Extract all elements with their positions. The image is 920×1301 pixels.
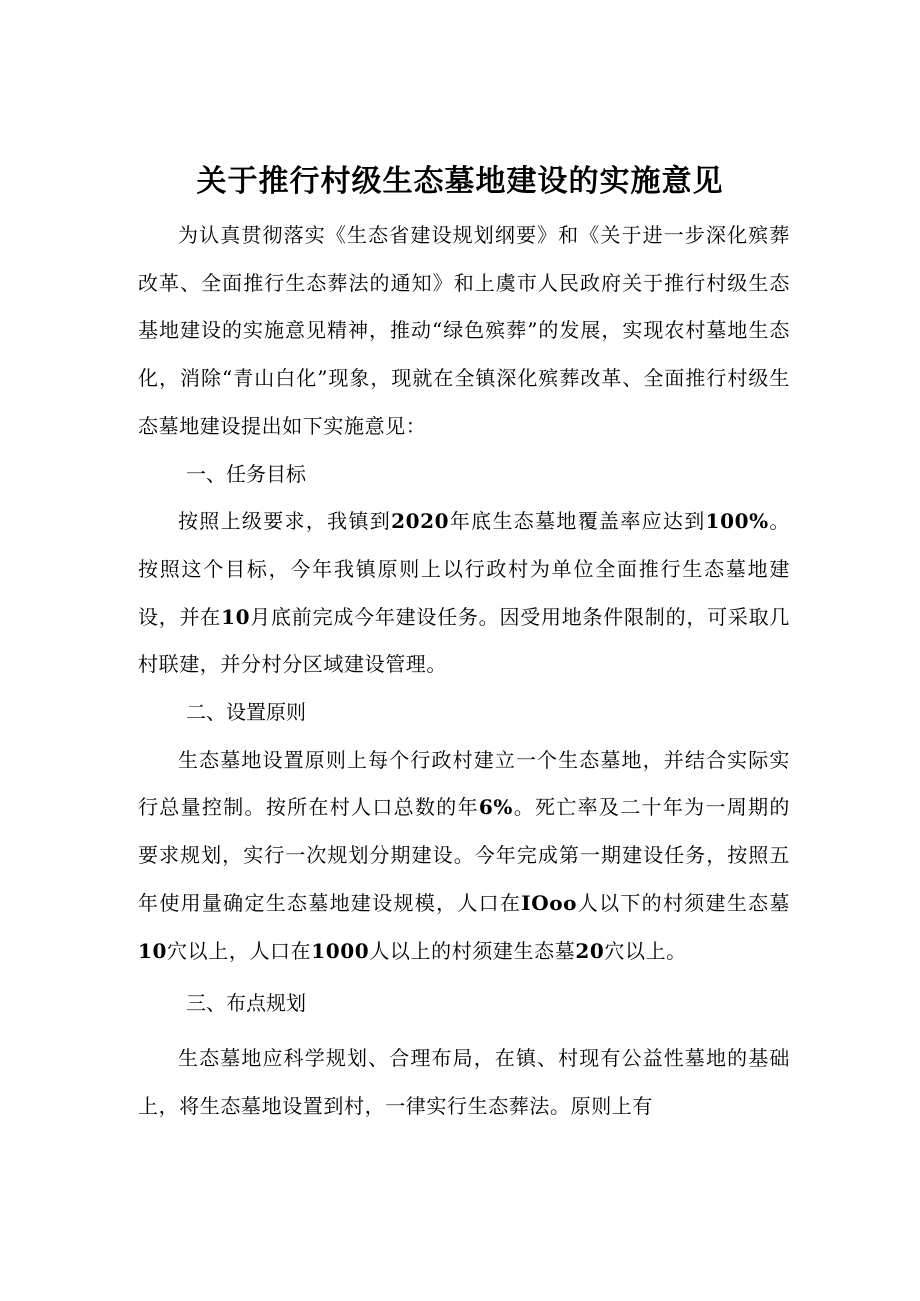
graves-small-value: 10 (138, 938, 168, 963)
population-small-value: IOoo (521, 890, 578, 915)
text-run: 穴以上，人口在 (167, 938, 312, 963)
document-body (138, 212, 790, 1131)
section-heading-layout-planning: 三、布点规划 (186, 991, 306, 1016)
section-heading-principles: 二、设置原则 (186, 700, 306, 725)
text-run: 年底生态墓地覆盖率应达到 (449, 509, 706, 534)
section-paragraph-principles (138, 737, 790, 976)
text-run: 人以下的村须建生态墓 (577, 890, 790, 915)
text-run: 生态墓地设置原则上每个行政村建立一个生态墓地，并结合实际实行总量控制。按所在村人口总数的年 (138, 747, 790, 820)
text-run: 穴以上。 (604, 938, 687, 963)
text-run: 。按照这个目标，今年我镇原则上以行政村为单位全面推行生态墓地建设，并在 (138, 509, 791, 629)
document-title: 关于推行村级生态墓地建设的实施意见 (196, 164, 724, 200)
percentage-value: 6% (478, 795, 514, 820)
text-run: 人以上的村须建生态墓 (369, 938, 576, 963)
coverage-rate-value: 100% (705, 509, 769, 534)
section-heading-task-goals: 一、任务目标 (186, 461, 306, 486)
section-paragraph-task-goals (138, 498, 790, 689)
year-value: 2020 (391, 509, 450, 534)
month-value: 10 (221, 604, 251, 629)
text-run: 按照上级要求，我镇到 (178, 509, 392, 534)
text-run: 月底前完成今年建设任务。因受用地条件限制的，可采取几村联建，并分村分区域建设管理。 (138, 604, 790, 677)
population-large-value: 1000 (311, 938, 370, 963)
intro-paragraph: 为认真贯彻落实《生态省建设规划纲要》和《关于进一步深化殡葬改革、全面推行生态葬法的通知》和上虞市人民政府关于推行村级生态基地建设的实施意见精神，推动“绿色殡葬”的发展，实现农村墓地生态化，消除“青山白化”现象，现就在全镇深化殡葬改革、全面推行村级生态墓地建设提出如下实施意见： (138, 223, 790, 438)
text-run: 。死亡率及二十年为一周期的要求规划，实行一次规划分期建设。今年完成第一期建设任务，按照五年使用量确定生态墓地建设规模，人口在 (138, 795, 790, 915)
graves-large-value: 20 (575, 938, 605, 963)
section-paragraph-layout-planning: 生态墓地应科学规划、合理布局，在镇、村现有公益性墓地的基础上，将生态墓地设置到村，一律实行生态葬法。原则上有 (138, 1046, 790, 1118)
